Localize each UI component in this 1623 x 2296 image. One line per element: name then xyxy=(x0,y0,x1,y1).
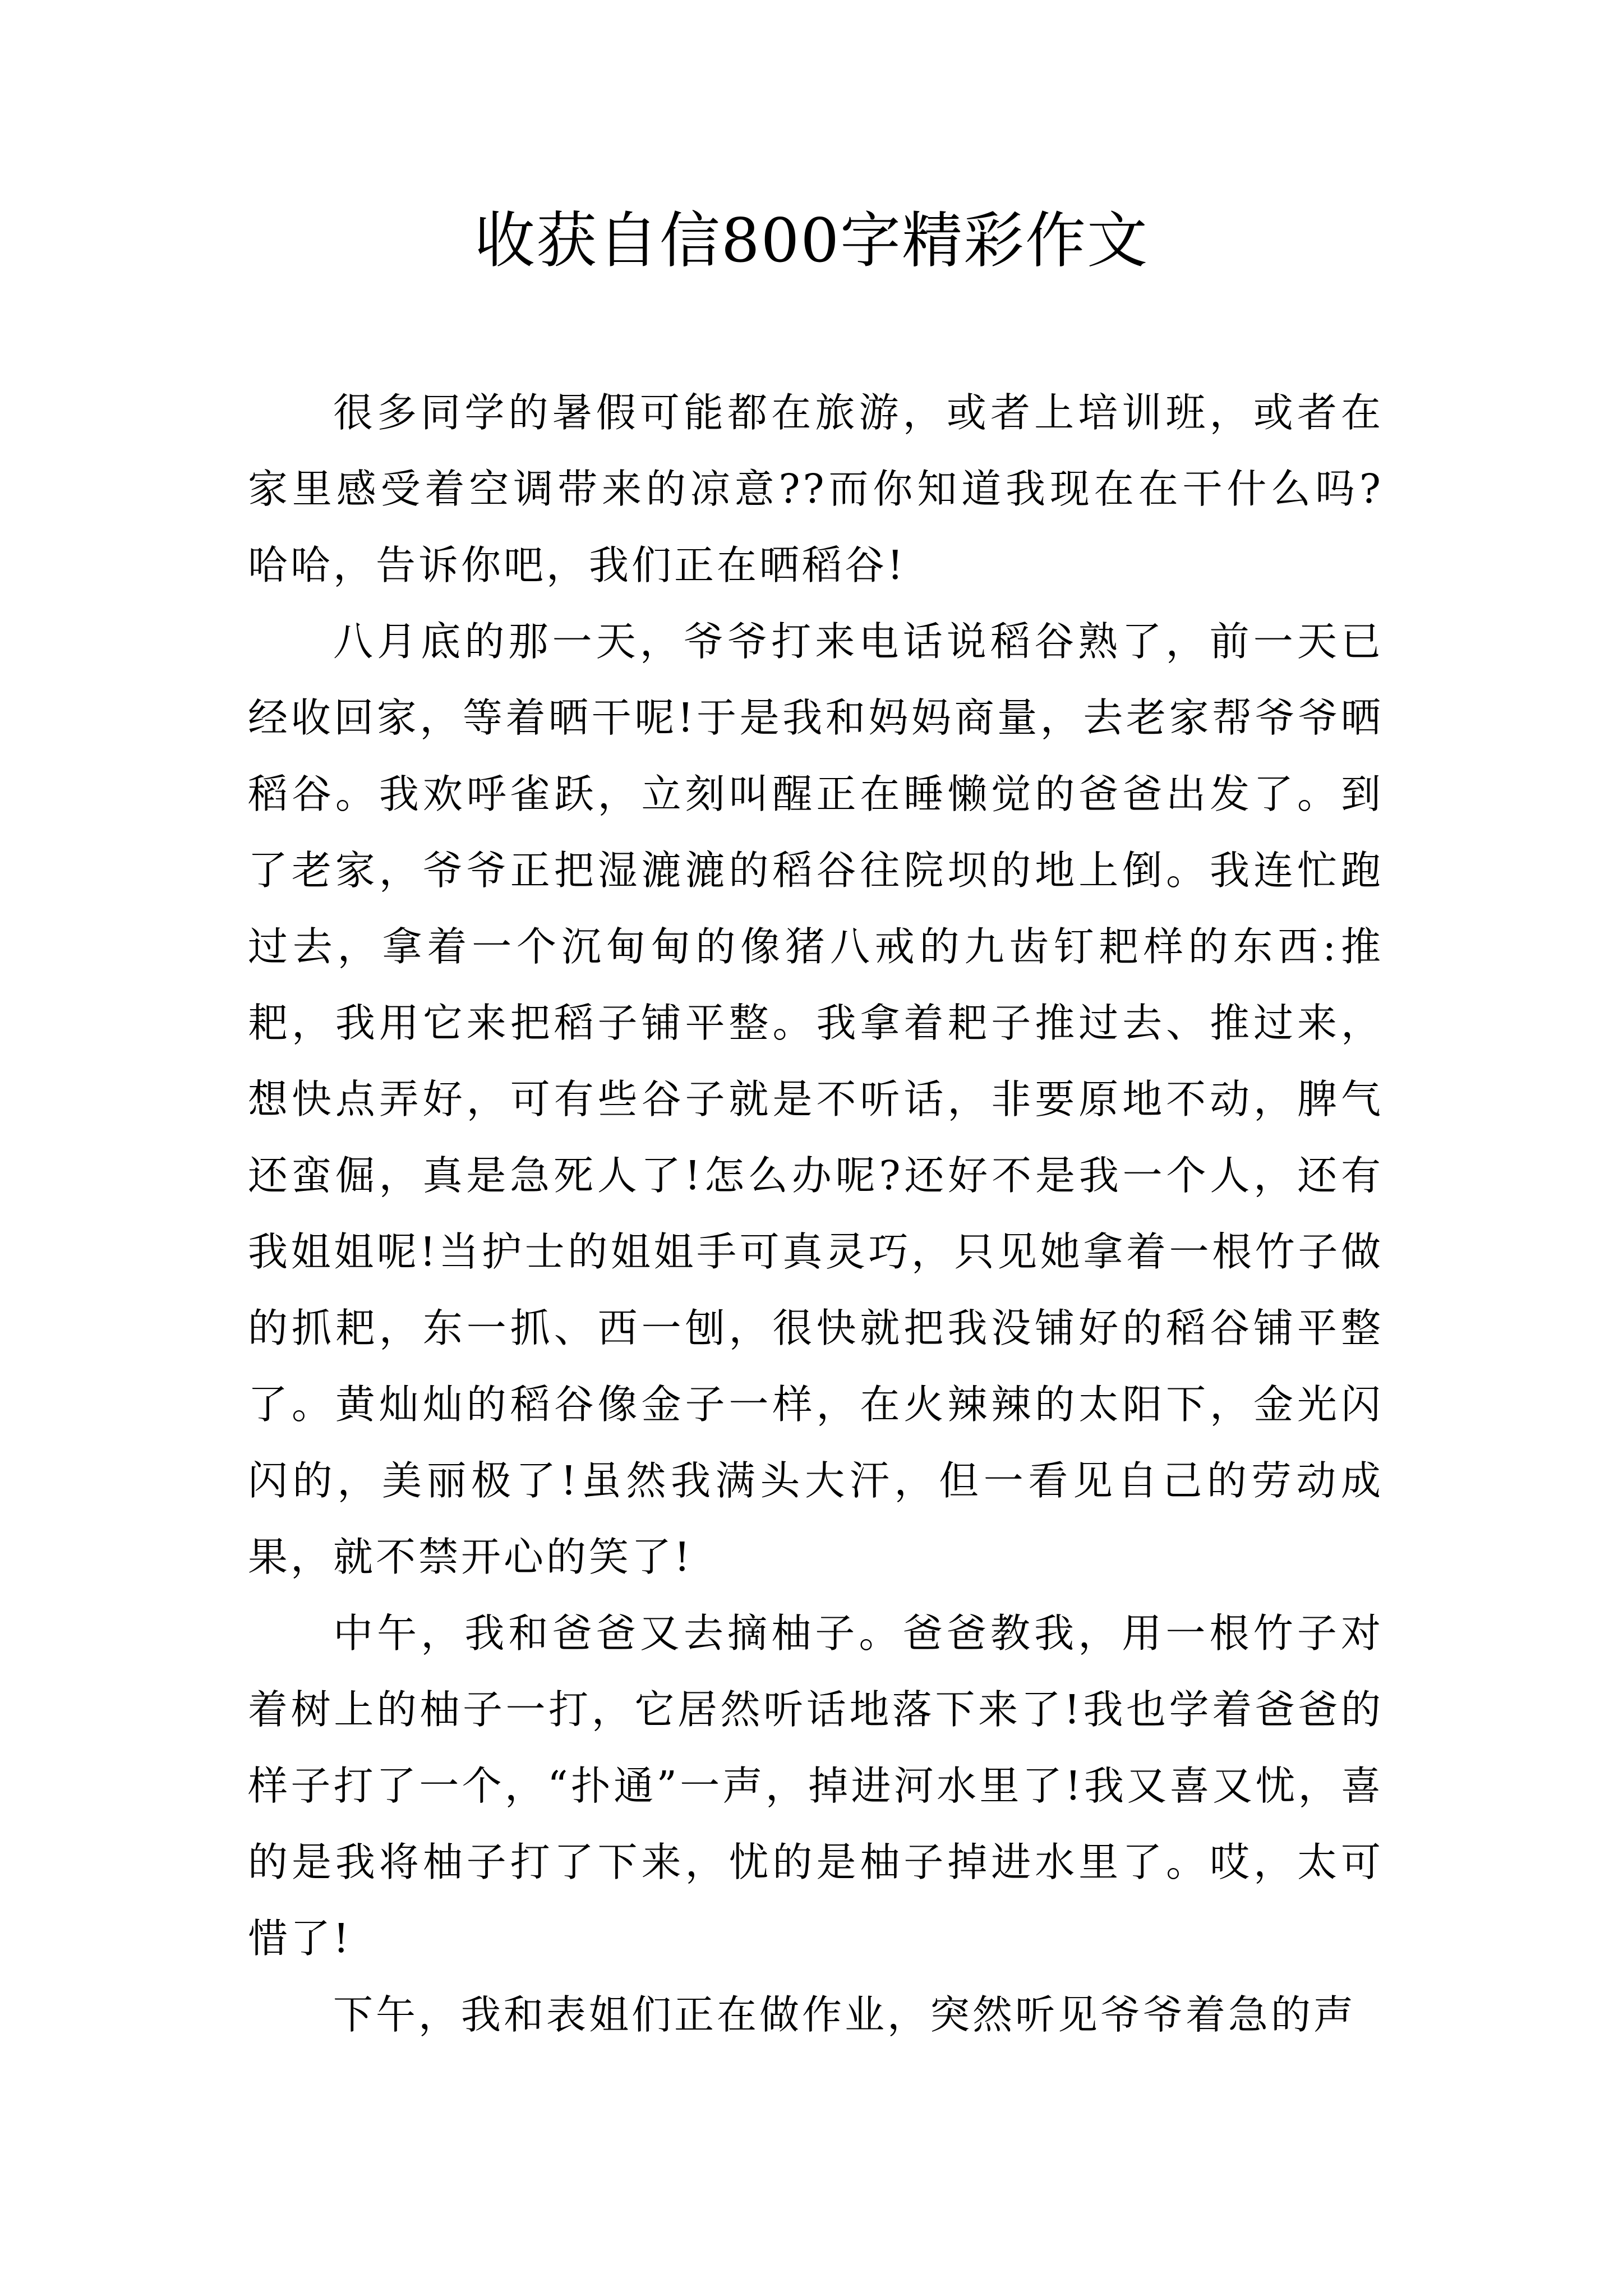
document-title: 收获自信800字精彩作文 xyxy=(474,206,1149,276)
document-body xyxy=(248,375,1384,2053)
paragraph: 下午，我和表姐们正在做作业，突然听见爷爷着急的声 xyxy=(333,1991,1357,2038)
paragraph: 中午，我和爸爸又去摘柚子。爸爸教我，用一根竹子对着树上的柚子一打，它居然听话地落下来了!我也学着爸爸的样子打了一个，“扑通”一声，掉进河水里了!我又喜又忧，喜的是我将柚子打了下来，忧的是柚子掉进水里了。哎，太可惜了! xyxy=(248,1610,1384,1962)
paragraph: 很多同学的暑假可能都在旅游，或者上培训班，或者在家里感受着空调带来的凉意??而你知道我现在在干什么吗?哈哈，告诉你吧，我们正在晒稻谷! xyxy=(248,389,1384,588)
paragraph: 八月底的那一天，爷爷打来电话说稻谷熟了，前一天已经收回家，等着晒干呢!于是我和妈妈商量，去老家帮爷爷晒稻谷。我欢呼雀跃，立刻叫醒正在睡懒觉的爸爸出发了。到了老家，爷爷正把湿漉漉的稻谷往院坝的地上倒。我连忙跑过去，拿着一个沉甸甸的像猪八戒的九齿钉耙样的东西:推耙，我用它来把稻子铺平整。我拿着耙子推过去、推过来，想快点弄好，可有些谷子就是不听话，非要原地不动，脾气还蛮倔，真是急死人了!怎么办呢?还好不是我一个人，还有我姐姐呢!当护士的姐姐手可真灵巧，只见她拿着一根竹子做的抓耙，东一抓、西一刨，很快就把我没铺好的稻谷铺平整了。黄灿灿的稻谷像金子一样，在火辣辣的太阳下，金光闪闪的，美丽极了!虽然我满头大汗，但一看见自己的劳动成果，就不禁开心的笑了! xyxy=(248,618,1384,1580)
